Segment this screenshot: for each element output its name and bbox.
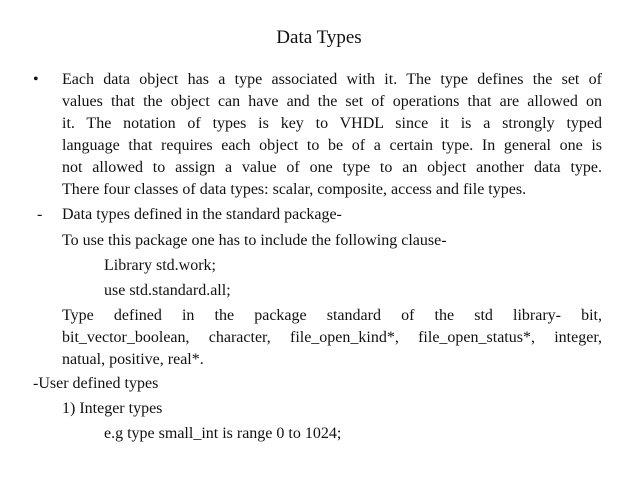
- code-clause: Library std.work;: [104, 257, 216, 274]
- list-item: 1) Integer types: [62, 400, 163, 417]
- types-line: bit_vector_boolean, character, file_open_kind*, file_open_status*, integer,: [62, 329, 602, 346]
- types-line: natual, positive, real*.: [62, 351, 204, 368]
- types-line: Type defined in the package standard of the std library- bit,: [62, 307, 602, 324]
- paragraph-line: it. The notation of types is key to VHDL since it is a strongly typed: [62, 115, 602, 132]
- section-heading: Data types defined in the standard package-: [62, 206, 342, 223]
- section-heading: -User defined types: [33, 375, 159, 392]
- slide-title: Data Types: [276, 27, 362, 48]
- paragraph-line: There four classes of data types: scalar, composite, access and file types.: [62, 181, 527, 198]
- code-clause: use std.standard.all;: [104, 282, 231, 299]
- bullet-icon: •: [33, 71, 39, 88]
- paragraph-line: not allowed to assign a value of one type to an object another data type.: [62, 159, 602, 176]
- dash-marker: -: [37, 206, 43, 223]
- paragraph-line: Each data object has a type associated with it. The type defines the set of: [62, 71, 602, 88]
- section-intro: To use this package one has to include the following clause-: [62, 232, 447, 249]
- paragraph-line: values that the object can have and the set of operations that are allowed on: [62, 93, 602, 110]
- paragraph-line: language that requires each object to be of a certain type. In general one is: [62, 137, 602, 154]
- example-line: e.g type small_int is range 0 to 1024;: [104, 425, 342, 442]
